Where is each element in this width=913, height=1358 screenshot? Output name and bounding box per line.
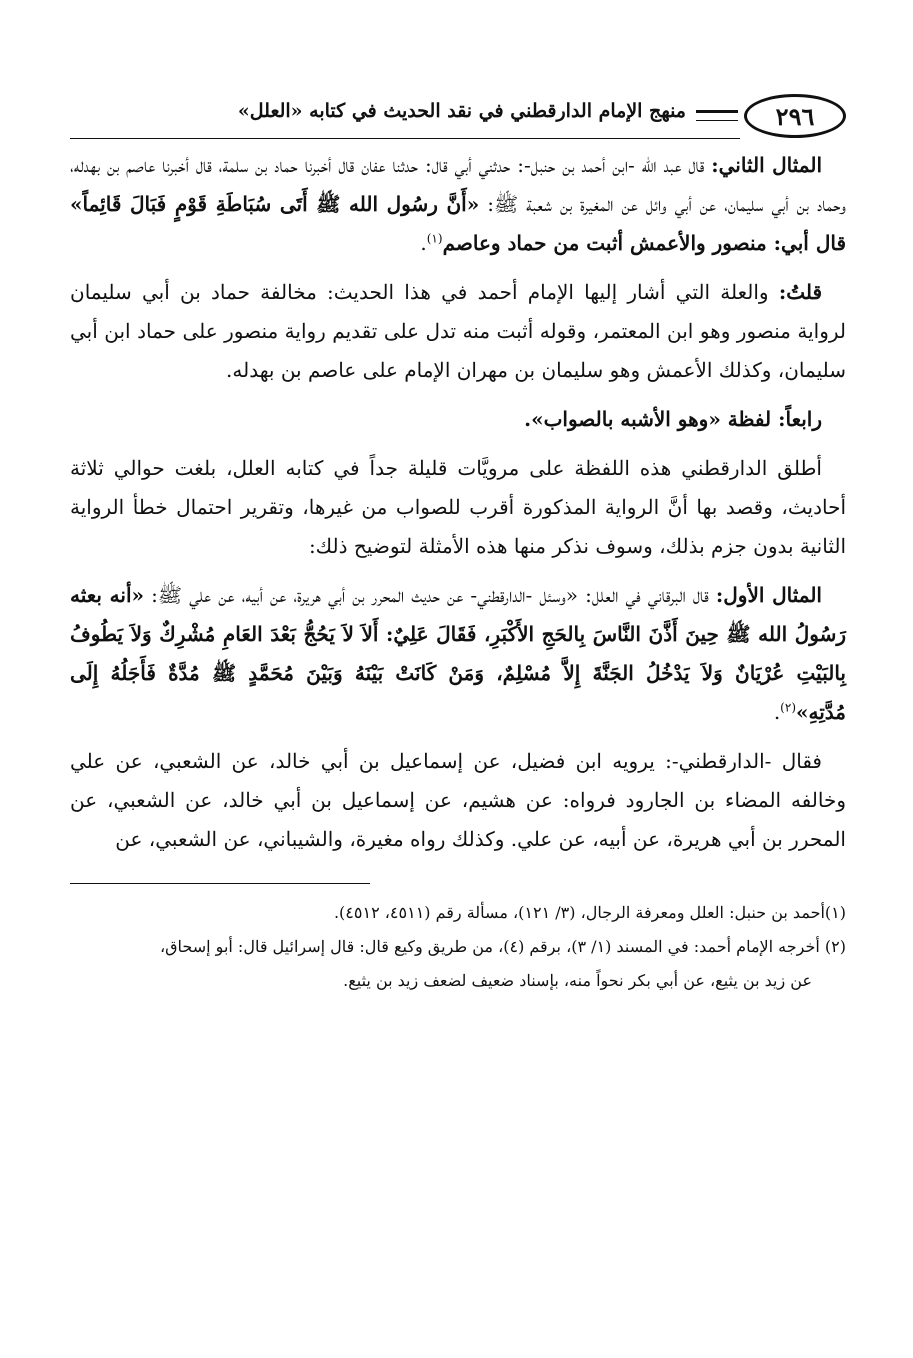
paragraph-intro <box>70 449 846 566</box>
footnote-number: (٢) <box>824 937 846 956</box>
section-heading: رابعاً: لفظة «وهو الأشبه بالصواب». <box>524 407 822 431</box>
paragraph-example-two <box>70 146 846 263</box>
hadith-quote: «أنه بعثه رَسُولُ الله ﷺ حِينَ أَذَّنَ النَّاسَ بِالحَجِ الأَكْبَرِ، فَقَالَ عَلِيٌ: أَلاَ لاَ يَحُجُّ بَعْدَ العَامِ مُشْرِكٌ وَلاَ يَطُوفُ بِالبَيْتِ عُرْيَانٌ وَلاَ يَدْخُلُ الجَنَّةَ إِلاَّ مُسْلِمٌ، وَمَنْ كَانَتْ بَيْنَهُ وَبَيْنَ مُحَمَّدٍ ﷺ مُدَّةٌ فَأَجَلُهُ إِلَى مُدَّتِهِ» <box>70 583 846 724</box>
header-ornament-rule <box>696 110 738 121</box>
header-divider <box>70 138 740 139</box>
book-page <box>70 88 846 998</box>
paragraph-text: قال عبد الله -ابن أحمد بن حنبل-: حدثني أبي قال: حدثنا عفان قال أخبرنا حماد بن سلمة، قال أخبرنا عاصم بن بهدله، وحماد بن أبي سليمان، عن أبي وائل عن المغيرة بن شعبة ﷺ: <box>70 153 846 216</box>
footnote-number: (١) <box>824 903 846 922</box>
footnotes <box>70 896 846 998</box>
paragraph-text: فقال -الدارقطني-: يرويه ابن فضيل، عن إسماعيل بن أبي خالد، عن الشعبي، عن علي وخالفه المضاء بن الجارود فرواه: عن هشيم، عن إسماعيل بن أبي خالد، عن الشعبي، عن المحرر بن أبي هريرة، عن أبيه، عن علي. وكذلك رواه مغيرة، والشيباني، عن الشعبي، عن <box>70 749 846 851</box>
footnote-separator <box>70 883 370 884</box>
paragraph-lead: المثال الثاني: <box>711 153 823 177</box>
paragraph-darqutni-reply <box>70 742 846 859</box>
paragraph-text: قال البرقاني في العلل: «وسئل -الدارقطني- عن حديث المحرر بن أبي هريرة، عن أبيه، عن علي ﷺ: <box>144 583 716 607</box>
hadith-quote: «أَنَّ رسُول الله ﷺ أَتَى سُبَاطَةِ قَوْمٍ فَبَالَ قَائِماً» قال أبي: منصور والأعمش أثبت من حماد وعاصم <box>70 192 846 255</box>
paragraph-comment <box>70 273 846 390</box>
paragraph-tail: . <box>773 700 781 724</box>
paragraph-text: والعلة التي أشار إليها الإمام أحمد في هذا الحديث: مخالفة حماد بن أبي سليمان لرواية منصور وهو ابن المعتمر، وقوله أثبت منه تدل على تقديم رواية منصور على حماد ابن أبي سليمان، وكذلك الأعمش وهو سليمان بن مهران الإمام على عاصم بن بهدله. <box>70 280 846 382</box>
paragraph-lead: المثال الأول: <box>715 583 822 607</box>
footnote-2-continuation: عن زيد بن يثيع، عن أبي بكر نحواً منه، بإسناد ضعيف لضعف زيد بن يثيع. <box>343 971 812 990</box>
page-header <box>70 88 846 146</box>
footnote-text: أحمد بن حنبل: العلل ومعرفة الرجال، (٣/ ١٢١)، مسألة رقم (٤٥١١، ٤٥١٢). <box>333 903 825 922</box>
paragraph-text: أطلق الدارقطني هذه اللفظة على مرويَّات قليلة جداً في كتابه العلل، بلغت حوالي ثلاثة أحاديث، وقصد بها أنَّ الرواية المذكورة أقرب للصواب من غيرها، وتقرير احتمال خطأ الرواية الثانية بدون جزم بذلك، وسوف نذكر منها هذه الأمثلة لتوضيح ذلك: <box>70 456 846 558</box>
footnote-text: أخرجه الإمام أحمد: في المسند (١/ ٣)، برقم (٤)، من طريق وكيع قال: قال إسرائيل قال: أبو إسحاق، <box>159 937 825 956</box>
footnote-ref: (٢) <box>780 700 796 715</box>
paragraph-example-one <box>70 576 846 732</box>
paragraph-lead: قلتُ: <box>778 280 823 304</box>
footnote-2 <box>70 930 846 964</box>
running-title: منهج الإمام الدارقطني في نقد الحديث في كتابه «العلل» <box>237 100 686 122</box>
main-text <box>70 146 846 859</box>
page-number: ٢٩٦ <box>744 94 846 138</box>
footnote-1 <box>70 896 846 930</box>
paragraph-tail: . <box>420 231 427 255</box>
section-heading-fourth <box>70 400 846 439</box>
footnote-ref: (١) <box>426 231 443 246</box>
